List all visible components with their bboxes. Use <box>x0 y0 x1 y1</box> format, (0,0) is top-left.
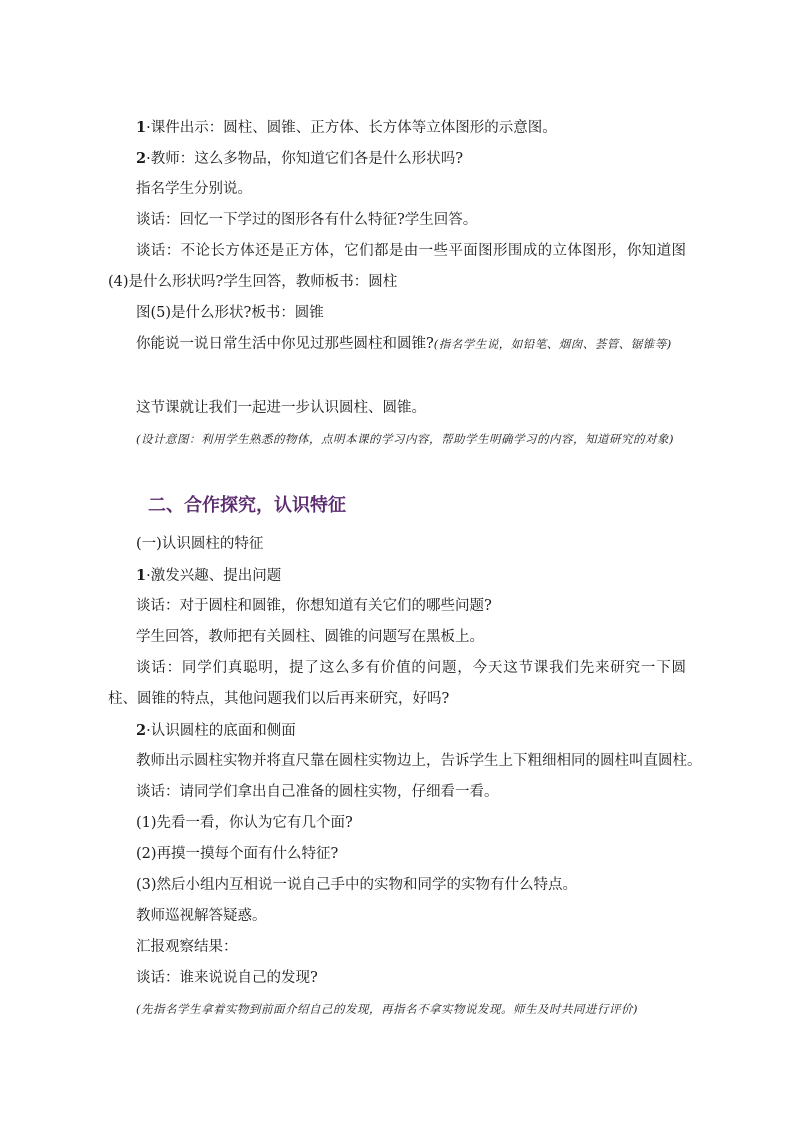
paragraph-ruler: 教师出示圆柱实物并将直尺靠在圆柱实物边上，告诉学生上下粗细相同的圆柱叫直圆柱。 <box>136 753 702 769</box>
item-number: 2 <box>136 150 147 167</box>
paragraph-text: ·认识圆柱的底面和侧面 <box>146 723 296 739</box>
paragraph-discovery: 谈话：谁来说说自己的发现? <box>136 970 318 986</box>
item-number: 2 <box>136 722 147 739</box>
paragraph-teacher-question <box>136 143 686 175</box>
section-heading: 二、合作探究，认识特征 <box>148 495 346 516</box>
paragraph-cone-intro: 图(5)是什么形状?板书：圆锥 <box>136 305 324 321</box>
subsection-title: (一)认识圆柱的特征 <box>136 536 264 552</box>
paragraph-patrol: 教师巡视解答疑惑。 <box>136 908 267 924</box>
paragraph-step-2: (2)再摸一摸每个面有什么特征? <box>136 846 339 862</box>
paragraph-courseware <box>136 112 686 144</box>
evaluation-note: (先指名学生拿着实物到前面介绍自己的发现，再指名不拿实物说发现。师生及时共同进行评价) <box>136 1002 638 1016</box>
paragraph-daily-life <box>108 329 686 360</box>
paragraph-praise: 谈话：同学们真聪明，提了这么多有价值的问题，今天这节课我们先来研究一下圆柱、圆锥的特点，其他问题我们以后再来研究，好吗? <box>108 660 686 707</box>
paragraph-report: 汇报观察结果： <box>136 939 238 955</box>
item-number: 1 <box>136 119 147 136</box>
paragraph-questions: 谈话：对于圆柱和圆锥，你想知道有关它们的哪些问题? <box>136 598 492 614</box>
paragraph-students-say: 指名学生分别说。 <box>136 181 252 197</box>
paragraph-base-side <box>136 715 686 747</box>
design-intent-note: (设计意图：利用学生熟悉的物体，点明本课的学习内容，帮助学生明确学习的内容，知道研究的对象) <box>136 432 674 446</box>
paragraph-recall: 谈话：回忆一下学过的图形各有什么特征?学生回答。 <box>136 212 478 228</box>
paragraph-look: 谈话：请同学们拿出自己准备的圆柱实物，仔细看一看。 <box>136 784 499 800</box>
paragraph-interest <box>136 560 686 592</box>
paragraph-text: 你能说一说日常生活中你见过那些圆柱和圆锥? <box>136 336 434 352</box>
item-number: 1 <box>136 567 147 584</box>
paragraph-text: ·教师：这么多物品，你知道它们各是什么形状吗? <box>146 151 463 167</box>
paragraph-text: ·课件出示：圆柱、圆锥、正方体、长方体等立体图形的示意图。 <box>146 120 557 136</box>
paragraph-blackboard: 学生回答，教师把有关圆柱、圆锥的问题写在黑板上。 <box>136 629 484 645</box>
inline-note: (指名学生说，如铅笔、烟囱、荟管、锯锥等) <box>433 337 672 351</box>
paragraph-lesson-goal: 这节课就让我们一起进一步认识圆柱、圆锥。 <box>136 400 426 416</box>
paragraph-step-1: (1)先看一看，你认为它有几个面? <box>136 815 353 831</box>
paragraph-step-3: (3)然后小组内互相说一说自己手中的实物和同学的实物有什么特点。 <box>136 877 578 893</box>
paragraph-cylinder-intro: 谈话：不论长方体还是正方体，它们都是由一些平面图形围成的立体图形，你知道图(4)是什么形状吗?学生回答，教师板书：圆柱 <box>108 243 686 290</box>
paragraph-text: ·激发兴趣、提出问题 <box>146 568 282 584</box>
